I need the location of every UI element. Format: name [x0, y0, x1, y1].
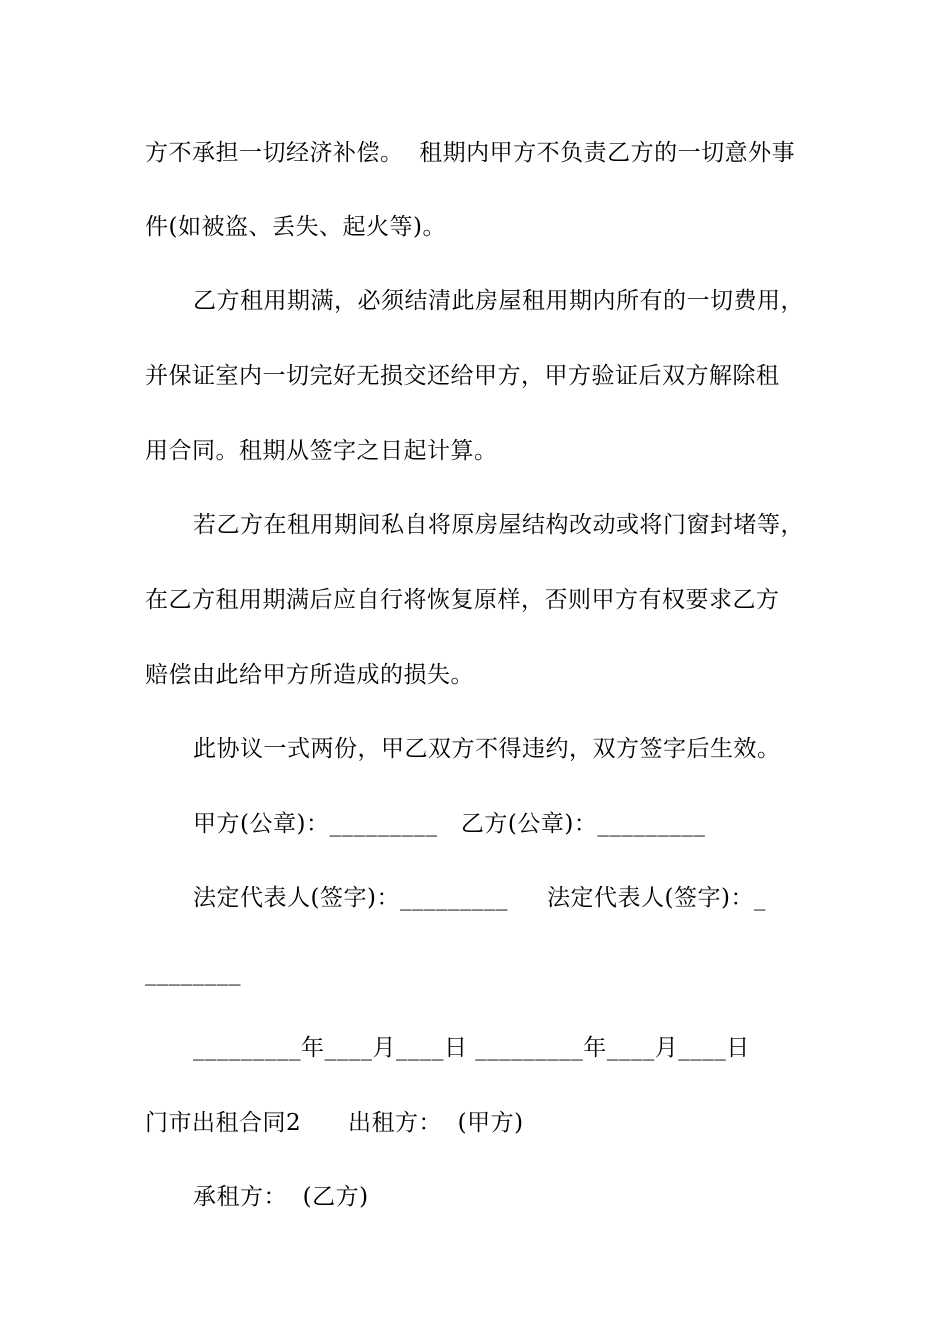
paragraph-line-7: 在乙方租用期满后应自行将恢复原样，否则甲方有权要求乙方 [145, 587, 780, 613]
paragraph-line-8: 赔偿由此给甲方所造成的损失。 [145, 662, 474, 688]
date-line: _________年____月____日 _________年____月____日 [193, 1035, 750, 1061]
tenant-line: 承租方： (乙方) [193, 1184, 369, 1210]
paragraph-line-4: 并保证室内一切完好无损交还给甲方，甲方验证后双方解除租 [145, 363, 780, 389]
paragraph-line-5: 用合同。租期从签字之日起计算。 [145, 438, 498, 464]
paragraph-line-2: 件(如被盗、丢失、起火等)。 [145, 214, 446, 240]
paragraph-line-1: 方不承担一切经济补偿。 租期内甲方不负责乙方的一切意外事 [145, 140, 796, 166]
paragraph-line-6: 若乙方在租用期间私自将原房屋结构改动或将门窗封堵等， [193, 512, 804, 538]
signature-blank-continuation: ________ [145, 960, 241, 986]
seal-signature-line: 甲方(公章)：_________ 乙方(公章)：_________ [193, 811, 706, 837]
legal-representative-line: 法定代表人(签字)：_________ 法定代表人(签字)：_ [193, 885, 766, 911]
paragraph-line-3: 乙方租用期满，必须结清此房屋租用期内所有的一切费用， [193, 288, 804, 314]
contract-heading-line: 门市出租合同2 出租方： (甲方) [145, 1110, 524, 1136]
agreement-copies-line: 此协议一式两份，甲乙双方不得违约，双方签字后生效。 [193, 736, 781, 762]
